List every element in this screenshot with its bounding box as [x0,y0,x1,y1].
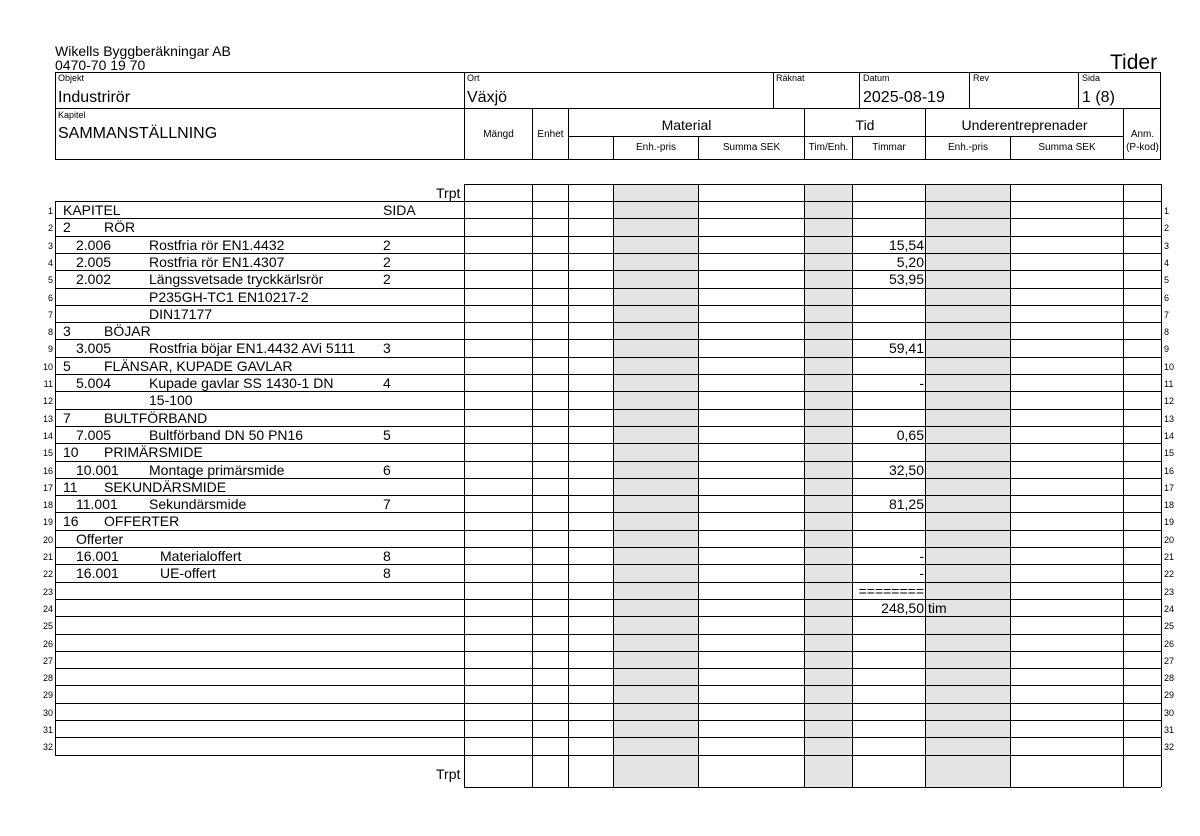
row-code: 11.001 [76,496,118,512]
document-type-title: Tider [1110,51,1158,74]
row-description: PRIMÄRSMIDE [104,444,203,460]
row-description: Kupade gavlar SS 1430-1 DN [149,375,334,391]
row-number: 2 [47,223,53,233]
col-mat-enh-pris: Enh.-pris [635,142,676,153]
kapitel-label: Kapitel [58,110,86,120]
row-number: 21 [42,552,53,562]
col-tid: Tid [855,117,875,133]
trpt-label-bottom: Trpt [436,766,461,782]
row-line [55,720,1161,721]
row-number-right: 3 [1164,241,1170,251]
column-line [464,184,465,787]
row-page: 8 [383,565,391,581]
row-line [55,685,1161,686]
row-number: 7 [47,310,53,320]
row-description: P235GH-TC1 EN10217-2 [149,289,309,305]
row-page: 4 [383,375,391,391]
row-number-right: 5 [1164,275,1170,285]
row-number: 13 [42,414,53,424]
header-sep [1078,72,1079,108]
row-code: 7 [63,410,71,426]
row-line [55,201,1161,202]
row-code: 2 [63,219,71,235]
company-name: Wikells Byggberäkningar AB [55,43,231,59]
row-code: 3.005 [76,340,112,356]
row-code: 5 [63,358,71,374]
objekt-value: Industrirör [58,89,131,106]
row-description: 15-100 [149,392,193,408]
header-sep [773,72,774,108]
row-number-right: 30 [1164,708,1175,718]
row-number-right: 27 [1164,656,1175,666]
row-description: RÖR [104,219,136,235]
row-number: 19 [42,517,53,527]
trpt-label-top: Trpt [436,185,461,201]
row-number: 10 [42,362,53,372]
row-page: 2 [383,254,391,270]
row-code: 2.005 [76,254,112,270]
row-description: Materialoffert [160,548,242,564]
header-sep [464,72,465,108]
row-code: 3 [63,323,71,339]
ort-label: Ort [467,73,480,83]
row-page: SIDA [383,202,416,218]
column-line [1123,184,1124,787]
row-number-right: 26 [1164,639,1175,649]
row-number: 3 [47,241,53,251]
row-line [55,616,1161,617]
row-code: KAPITEL [63,202,121,218]
col-enhet: Enhet [537,129,564,140]
row-description: Längssvetsade tryckkärlsrör [149,271,324,287]
row-description: Rostfria böjar EN1.4432 AVi 5111 [149,340,355,356]
row-timmar: 32,50 [888,462,924,478]
row-number: 11 [43,379,53,389]
row-timmar: - [919,375,924,391]
row-number: 17 [42,483,53,493]
row-number-right: 4 [1164,258,1170,268]
row-number-right: 16 [1164,466,1175,476]
header-sep [568,136,1123,137]
header-sep [859,72,860,108]
row-line [55,599,1161,600]
row-page: 7 [383,496,391,512]
ort-value: Växjö [467,89,508,106]
row-line [55,530,1161,531]
row-number-right: 9 [1164,344,1170,354]
row-page: 8 [383,548,391,564]
row-line [55,582,1161,583]
row-number-right: 10 [1164,362,1175,372]
row-line [55,391,1161,392]
row-number-right: 13 [1164,414,1175,424]
row-code: 2.002 [76,271,112,287]
col-tim-enh: Tim/Enh. [808,142,849,153]
row-number-right: 23 [1164,587,1175,597]
row-description: OFFERTER [104,513,180,529]
row-number: 6 [47,293,53,303]
row-number-right: 19 [1164,517,1175,527]
row-number: 14 [42,431,53,441]
row-number-right: 32 [1164,742,1175,752]
row-number: 15 [42,448,53,458]
row-number-right: 7 [1164,310,1170,320]
row-number-right: 31 [1164,725,1175,735]
row-code: Offerter [76,531,124,547]
row-code: 5.004 [76,375,112,391]
row-timmar: 248,50 [881,600,924,616]
row-description: SEKUNDÄRSMIDE [104,479,227,495]
row-number-right: 28 [1164,673,1175,683]
row-line [55,755,1161,756]
row-number: 27 [42,656,53,666]
column-line [698,184,699,787]
shaded-column [926,185,1010,787]
row-code: 16.001 [76,548,119,564]
row-number-right: 1 [1164,206,1170,216]
col-ue-enh-pris: Enh.-pris [947,142,988,153]
row-description: Sekundärsmide [149,496,247,512]
col-ue-summa: Summa SEK [1038,142,1096,153]
column-line [568,184,569,787]
row-description: Rostfria rör EN1.4432 [149,237,285,253]
raknat-label: Räknat [776,73,805,83]
row-number-right: 24 [1164,604,1175,614]
row-number-right: 8 [1164,327,1170,337]
row-line [55,409,1161,410]
row-timmar: 59,41 [888,340,924,356]
row-number-right: 22 [1164,569,1175,579]
row-line [55,651,1161,652]
header-sep [568,108,569,160]
row-number: 16 [42,466,53,476]
row-number: 26 [42,639,53,649]
row-description: BULTFÖRBAND [104,410,208,426]
kapitel-value: SAMMANSTÄLLNING [58,125,218,142]
row-page: 2 [383,271,391,287]
table-border [1161,184,1162,787]
table-border [464,184,1161,185]
row-description: DIN17177 [149,306,213,322]
row-line [55,737,1161,738]
row-timmar: - [919,565,924,581]
row-number-right: 21 [1164,552,1175,562]
row-number: 9 [47,344,53,354]
column-line [925,184,926,787]
row-number: 25 [42,621,53,631]
row-number: 23 [42,587,53,597]
row-code: 11 [63,479,78,495]
sida-label: Sida [1082,73,1101,83]
row-number-right: 2 [1164,223,1170,233]
row-line [55,668,1161,669]
row-number: 5 [47,275,53,285]
col-timmar: Timmar [872,142,906,153]
header-divider [55,108,1161,109]
row-number: 31 [42,725,53,735]
row-number: 4 [47,258,53,268]
column-line [613,184,614,787]
row-number: 20 [42,535,53,545]
column-line [804,184,805,787]
row-line [55,564,1161,565]
col-mat-summa: Summa SEK [722,142,781,153]
row-line [55,512,1161,513]
row-timmar: 5,20 [896,254,924,270]
row-timmar: - [919,548,924,564]
row-description: Montage primärsmide [149,462,285,478]
sida-value: 1 (8) [1082,89,1115,106]
rev-label: Rev [973,73,990,83]
row-code: 16 [63,513,79,529]
row-number-right: 6 [1164,293,1170,303]
row-number: 29 [42,690,53,700]
header-sep [969,72,970,108]
row-code: 2.006 [76,237,112,253]
row-code: 7.005 [76,427,112,443]
row-number: 24 [42,604,53,614]
col-mangd: Mängd [483,129,514,140]
row-timmar: 53,95 [888,271,924,287]
row-page: 5 [383,427,391,443]
col-pkod: (P-kod) [1126,142,1159,153]
row-description: Bultförband DN 50 PN16 [149,427,304,443]
row-number-right: 15 [1164,448,1175,458]
row-number-right: 25 [1164,621,1175,631]
datum-label: Datum [863,73,890,83]
row-number: 8 [47,327,53,337]
objekt-label: Objekt [58,73,85,83]
row-number: 22 [42,569,53,579]
col-underentreprenader: Underentreprenader [961,117,1088,133]
row-timmar: 15,54 [888,237,924,253]
company-phone: 0470-70 19 70 [55,57,146,73]
shaded-column [614,185,698,787]
row-number: 32 [42,742,53,752]
row-description: BÖJAR [104,323,151,339]
table-border [464,787,1161,788]
row-number: 30 [42,708,53,718]
row-number-right: 12 [1164,396,1175,406]
row-line [55,218,1161,219]
row-number-right: 11 [1164,379,1174,389]
row-timmar: 81,25 [888,496,924,512]
row-number: 12 [42,396,53,406]
row-line [55,703,1161,704]
row-line [55,443,1161,444]
shaded-column [805,185,852,787]
row-code: 10 [63,444,79,460]
row-number: 28 [42,673,53,683]
row-description: FLÄNSAR, KUPADE GAVLAR [104,358,293,374]
row-page: 6 [383,462,391,478]
row-number: 1 [47,206,53,216]
col-material: Material [661,117,712,133]
row-line [55,322,1161,323]
row-number-right: 18 [1164,500,1175,510]
row-timmar: ======== [858,583,924,599]
row-number: 18 [42,500,53,510]
row-code: 10.001 [76,462,119,478]
row-line [55,634,1161,635]
row-number-right: 29 [1164,690,1175,700]
column-line [1010,184,1011,787]
row-line [55,305,1161,306]
row-page: 2 [383,237,391,253]
datum-value: 2025-08-19 [863,89,945,106]
row-number-right: 20 [1164,535,1175,545]
row-description: Rostfria rör EN1.4307 [149,254,285,270]
column-line [532,184,533,787]
col-anm: Anm. [1130,129,1155,140]
row-page: 3 [383,340,391,356]
row-number-right: 17 [1164,483,1175,493]
row-number-right: 14 [1164,431,1175,441]
row-unit: tim [928,600,947,616]
row-timmar: 0,65 [896,427,924,443]
row-description: UE-offert [160,565,216,581]
row-code: 16.001 [76,565,119,581]
